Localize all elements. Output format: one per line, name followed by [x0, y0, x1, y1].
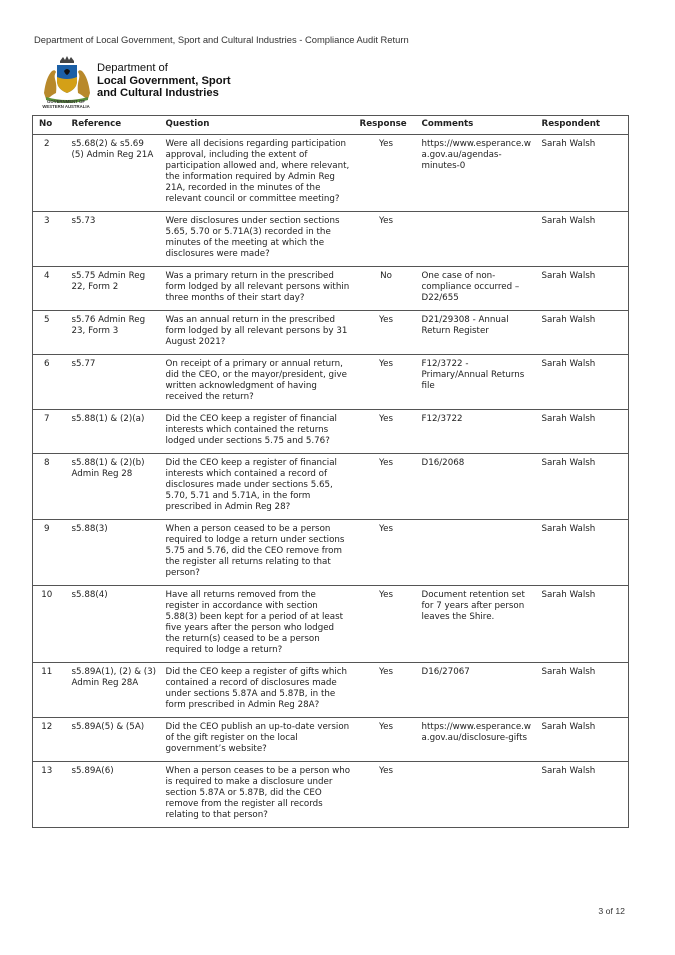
row-response: No [355, 267, 417, 311]
column-header-no: No [33, 116, 67, 135]
row-number: 13 [33, 762, 67, 828]
row-question: Was an annual return in the prescribed form lodged by all relevant persons by 31 August 2021? [161, 311, 355, 355]
row-respondent: Sarah Walsh [537, 718, 629, 762]
row-comments: Document retention set for 7 years after person leaves the Shire. [417, 586, 537, 663]
table-row [33, 311, 629, 355]
row-number: 3 [33, 212, 67, 267]
row-reference: s5.75 Admin Reg 22, Form 2 [67, 267, 161, 311]
row-reference: s5.73 [67, 212, 161, 267]
row-response: Yes [355, 135, 417, 212]
row-reference: s5.88(1) & (2)(b) Admin Reg 28 [67, 454, 161, 520]
row-comments: D16/2068 [417, 454, 537, 520]
row-respondent: Sarah Walsh [537, 212, 629, 267]
row-number: 11 [33, 663, 67, 718]
row-respondent: Sarah Walsh [537, 135, 629, 212]
table-header-row [33, 116, 629, 135]
row-number: 7 [33, 410, 67, 454]
row-number: 8 [33, 454, 67, 520]
row-response: Yes [355, 410, 417, 454]
row-comments: One case of non-compliance occurred – D22/655 [417, 267, 537, 311]
row-reference: s5.77 [67, 355, 161, 410]
column-header-comments: Comments [417, 116, 537, 135]
row-reference: s5.89A(6) [67, 762, 161, 828]
column-header-response: Response [355, 116, 417, 135]
row-question: Were disclosures under section sections 5.65, 5.70 or 5.71A(3) recorded in the minutes of the meeting at which the disclosures were made? [161, 212, 355, 267]
table-row [33, 718, 629, 762]
column-header-respondent: Respondent [537, 116, 629, 135]
row-number: 12 [33, 718, 67, 762]
row-comments [417, 520, 537, 586]
row-number: 4 [33, 267, 67, 311]
row-response: Yes [355, 454, 417, 520]
row-question: Did the CEO keep a register of financial interests which contained a record of disclosures made under sections 5.65, 5.70, 5.71 and 5.71A, in the form prescribed in Admin Reg 28? [161, 454, 355, 520]
row-number: 10 [33, 586, 67, 663]
table-row [33, 410, 629, 454]
row-number: 2 [33, 135, 67, 212]
row-comments: https://www.esperance.wa.gov.au/agendas-minutes-0 [417, 135, 537, 212]
row-question: Did the CEO keep a register of financial interests which contained the returns lodged under sections 5.75 and 5.76? [161, 410, 355, 454]
row-question: When a person ceased to be a person required to lodge a return under sections 5.75 and 5.76, did the CEO remove from the register all returns relating to that person? [161, 520, 355, 586]
table-row [33, 355, 629, 410]
row-respondent: Sarah Walsh [537, 762, 629, 828]
row-respondent: Sarah Walsh [537, 586, 629, 663]
row-response: Yes [355, 762, 417, 828]
logo-caption: GOVERNMENT OF WESTERN AUSTRALIA [42, 99, 90, 109]
row-comments: F12/3722 [417, 410, 537, 454]
table-row [33, 212, 629, 267]
page-number: 3 of 12 [598, 906, 625, 916]
row-question: Were all decisions regarding participation approval, including the extent of participation allowed and, where relevant, the information required by Admin Reg 21A, recorded in the minutes of the relevant council or committee meeting? [161, 135, 355, 212]
row-question: Did the CEO keep a register of gifts which contained a record of disclosures made under sections 5.87A and 5.87B, in the form prescribed in Admin Reg 28A? [161, 663, 355, 718]
row-comments [417, 212, 537, 267]
row-reference: s5.68(2) & s5.69 (5) Admin Reg 21A [67, 135, 161, 212]
compliance-audit-table [32, 115, 629, 828]
row-reference: s5.88(4) [67, 586, 161, 663]
row-response: Yes [355, 311, 417, 355]
row-respondent: Sarah Walsh [537, 410, 629, 454]
table-row [33, 663, 629, 718]
document-header: Department of Local Government, Sport and Cultural Industries - Compliance Audit Return [34, 34, 409, 45]
row-number: 6 [33, 355, 67, 410]
row-reference: s5.88(1) & (2)(a) [67, 410, 161, 454]
row-respondent: Sarah Walsh [537, 267, 629, 311]
row-question: Have all returns removed from the register in accordance with section 5.88(3) been kept for a period of at least five years after the person who lodged the return(s) ceased to be a person required to lodge a return? [161, 586, 355, 663]
row-response: Yes [355, 586, 417, 663]
row-reference: s5.89A(1), (2) & (3) Admin Reg 28A [67, 663, 161, 718]
row-number: 9 [33, 520, 67, 586]
row-reference: s5.88(3) [67, 520, 161, 586]
table-row [33, 454, 629, 520]
row-respondent: Sarah Walsh [537, 663, 629, 718]
row-respondent: Sarah Walsh [537, 311, 629, 355]
row-response: Yes [355, 520, 417, 586]
row-question: On receipt of a primary or annual return, did the CEO, or the mayor/president, give written acknowledgment of having received the return? [161, 355, 355, 410]
row-response: Yes [355, 718, 417, 762]
table-row [33, 520, 629, 586]
row-question: Did the CEO publish an up-to-date version of the gift register on the local government’s website? [161, 718, 355, 762]
row-comments: https://www.esperance.wa.gov.au/disclosure-gifts [417, 718, 537, 762]
table-row [33, 762, 629, 828]
table-body [33, 135, 629, 828]
row-reference: s5.89A(5) & (5A) [67, 718, 161, 762]
row-question: Was a primary return in the prescribed form lodged by all relevant persons within three months of their start day? [161, 267, 355, 311]
row-response: Yes [355, 212, 417, 267]
row-question: When a person ceases to be a person who is required to make a disclosure under section 5.87A or 5.87B, did the CEO remove from the register all records relating to that person? [161, 762, 355, 828]
row-response: Yes [355, 355, 417, 410]
row-respondent: Sarah Walsh [537, 355, 629, 410]
row-number: 5 [33, 311, 67, 355]
column-header-reference: Reference [67, 116, 161, 135]
row-response: Yes [355, 663, 417, 718]
row-comments: F12/3722 - Primary/Annual Returns file [417, 355, 537, 410]
table-row [33, 586, 629, 663]
department-name: Department of Local Government, Sport and Cultural Industries [97, 62, 231, 99]
row-comments: D16/27067 [417, 663, 537, 718]
column-header-question: Question [161, 116, 355, 135]
row-respondent: Sarah Walsh [537, 454, 629, 520]
row-comments [417, 762, 537, 828]
row-respondent: Sarah Walsh [537, 520, 629, 586]
row-reference: s5.76 Admin Reg 23, Form 3 [67, 311, 161, 355]
table-row [33, 267, 629, 311]
table-row [33, 135, 629, 212]
row-comments: D21/29308 - Annual Return Register [417, 311, 537, 355]
